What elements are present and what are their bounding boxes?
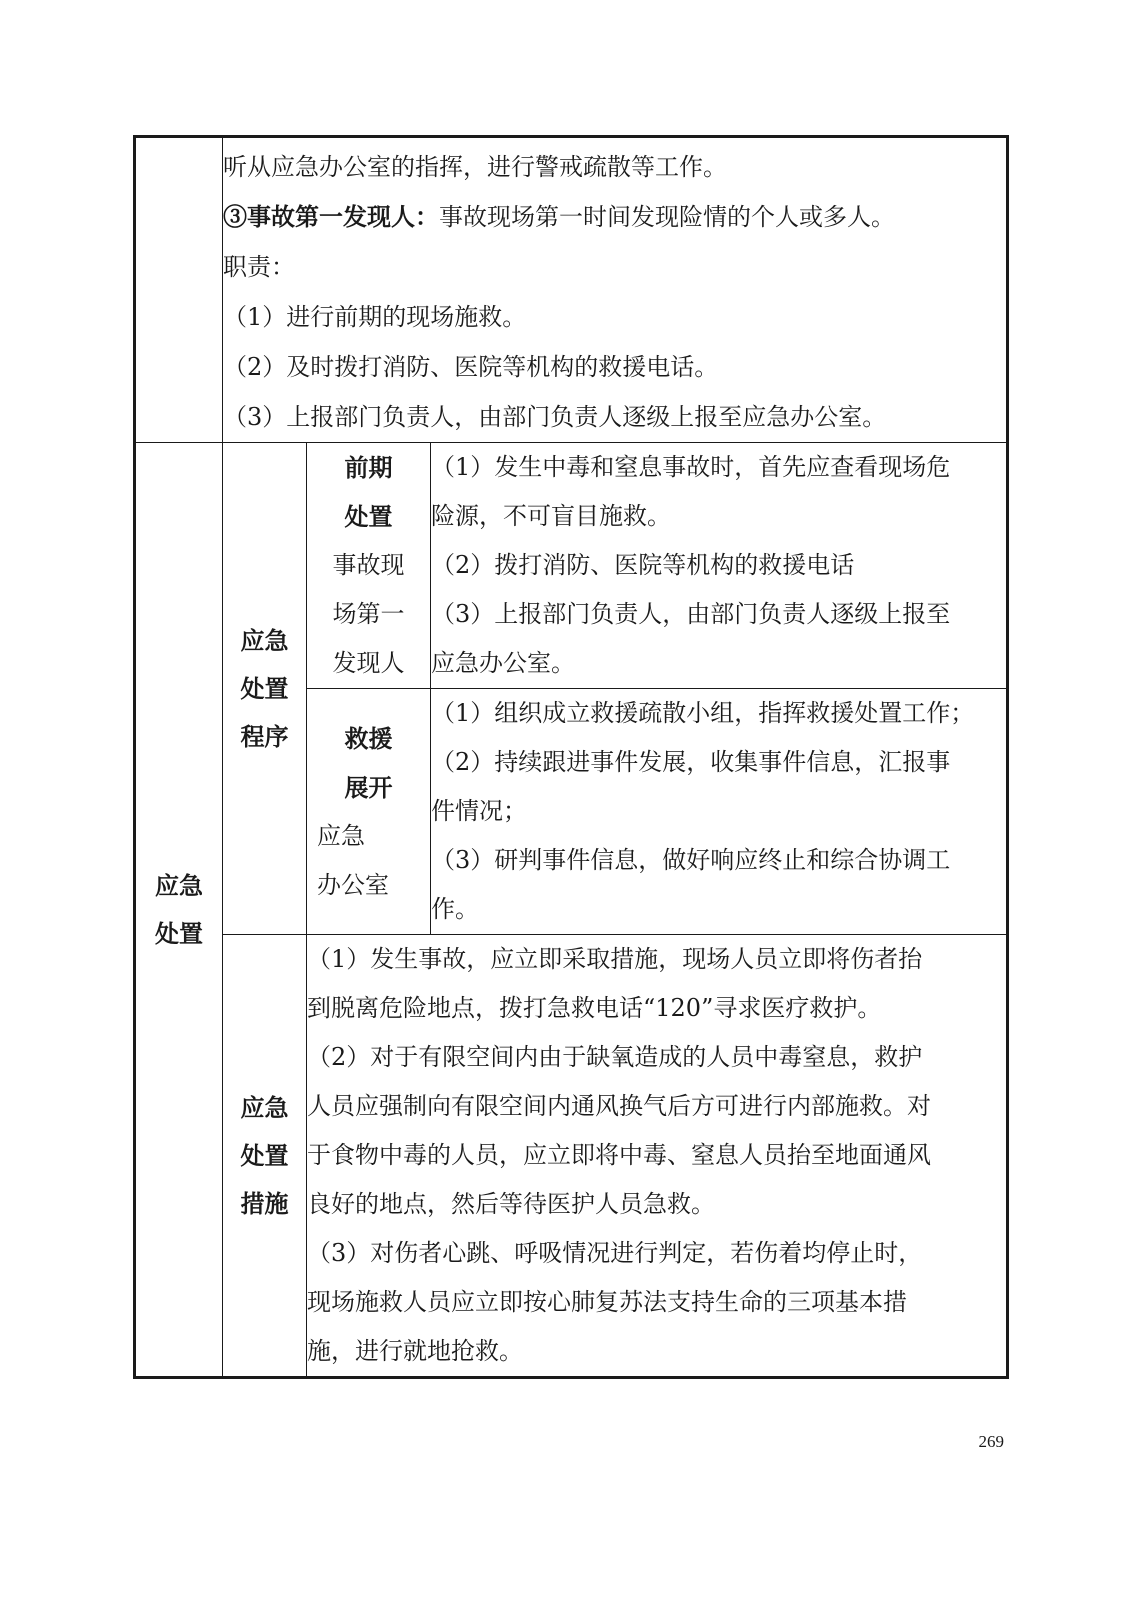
measures-label: 应急 处置 措施: [223, 935, 307, 1378]
document-table: [133, 135, 1009, 1379]
initial-response-row: [135, 443, 1008, 689]
duties-line: （3）上报部门负责人，由部门负责人逐级上报至应急办公室。: [223, 403, 887, 431]
initial-response-content: （1）发生中毒和窒息事故时，首先应查看现场危 险源，不可盲目施救。 （2）拨打消防、医院等机构的救援电话 （3）上报部门负责人，由部门负责人逐级上报至 应急办公室。: [431, 443, 1008, 689]
rescue-title: 救援: [344, 723, 393, 753]
rescue-role: 应急: [317, 821, 365, 850]
first-discoverer-line: ③事故第一发现人：事故现场第一时间发现险情的个人或多人。: [223, 202, 895, 231]
duties-line: （2）及时拨打消防、医院等机构的救援电话。: [223, 353, 719, 381]
emergency-handling-label: 应急 处置: [135, 443, 223, 1378]
duties-line: 职责：: [223, 253, 295, 281]
initial-response-role: 事故现: [332, 551, 405, 579]
rescue-content: （1）组织成立救援疏散小组，指挥救援处置工作； （2）持续跟进事件发展，收集事件信息，汇报事 件情况； （3）研判事件信息，做好响应终止和综合协调工 作。: [431, 689, 1008, 935]
page-number: 269: [978, 1432, 1004, 1451]
rescue-title-cell: 救援 展开 应急 办公室: [307, 689, 431, 935]
duties-line: 听从应急办公室的指挥，进行警戒疏散等工作。: [223, 153, 727, 181]
duties-row: [135, 137, 1008, 443]
measures-content: （1）发生事故，应立即采取措施，现场人员立即将伤者抬 到脱离危险地点，拨打急救电话“120”寻求医疗救护。 （2）对于有限空间内由于缺氧造成的人员中毒窒息，救护 人员应强制向有限空间内通风换气后方可进行内部施救。对 于食物中毒的人员，应立即将中毒、窒息人员抬至地面通风 良好的地点，然后等待医护人员急救。 （3）对伤者心跳、呼吸情况进行判定，若伤着均停止时， 现场施救人员应立即按心肺复苏法支持生命的三项基本措 施，进行就地抢救。: [307, 935, 1008, 1378]
initial-response-title-cell: 前期 处置 事故现 场第一 发现人: [307, 443, 431, 689]
duties-cell: [223, 137, 1008, 443]
procedure-label: 应急 处置 程序: [223, 443, 307, 935]
initial-response-title: 前期: [344, 453, 393, 482]
first-discoverer-heading: ③事故第一发现人：: [223, 202, 439, 231]
empty-label-cell: [135, 137, 223, 443]
duties-line: （1）进行前期的现场施救。: [223, 303, 527, 331]
measures-row: [135, 935, 1008, 1378]
